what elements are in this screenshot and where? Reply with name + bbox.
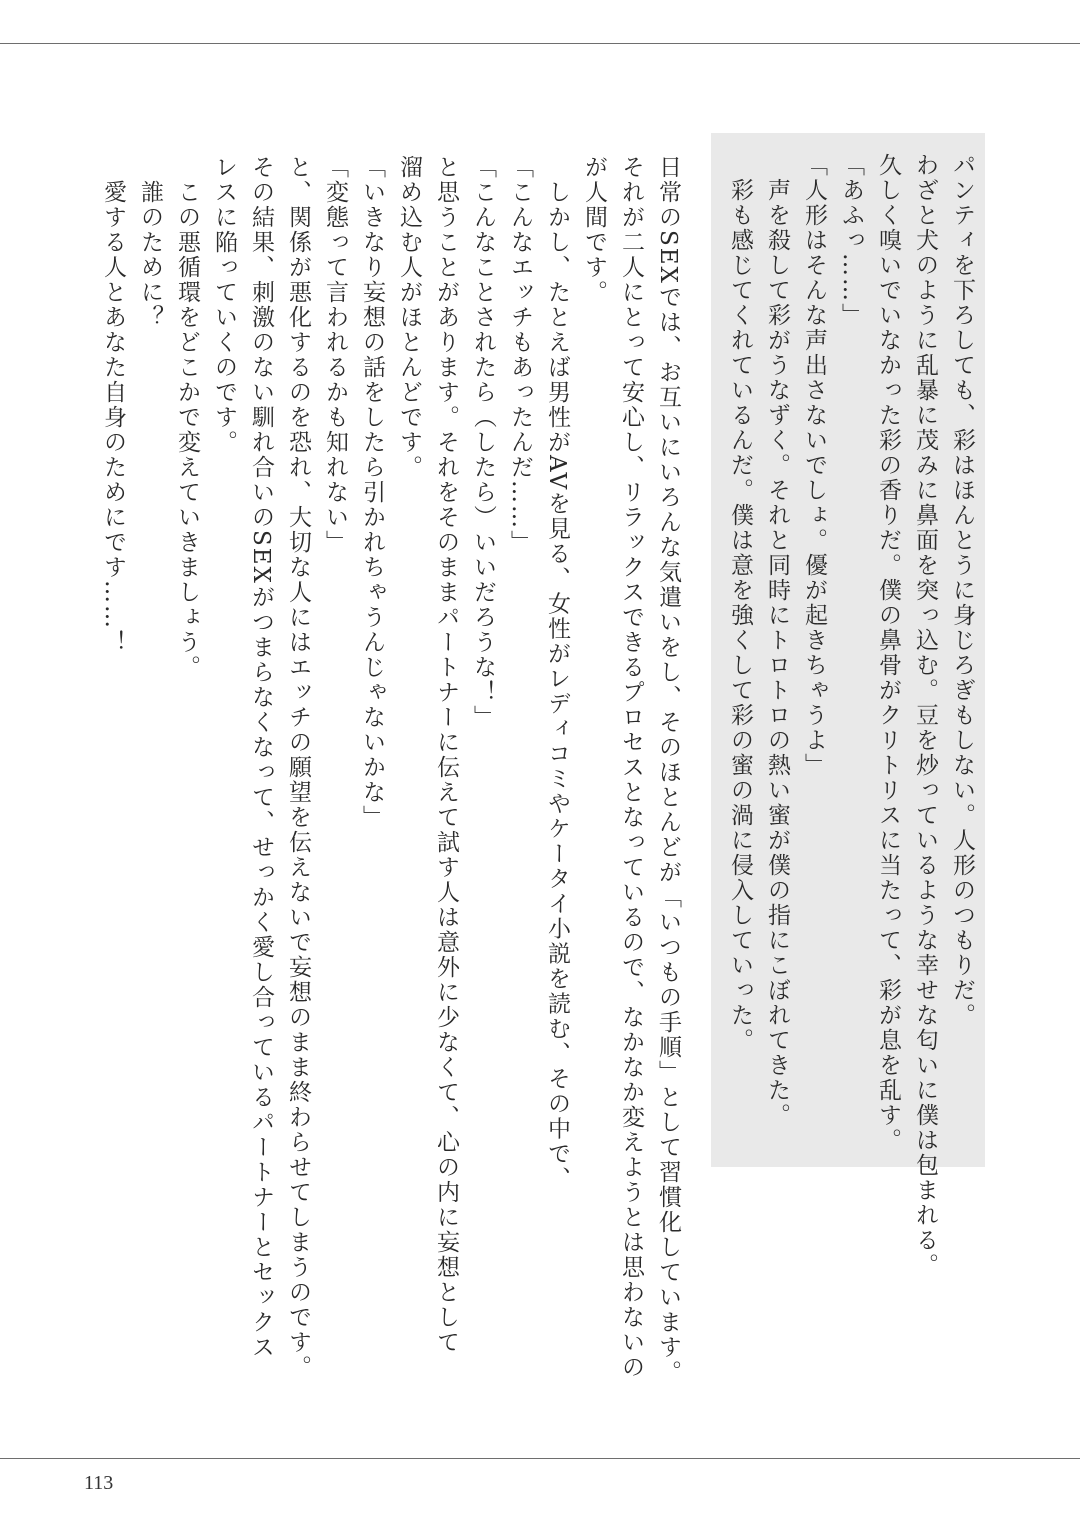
- body-line: それが二人にとって安心し、リラックスできるプロセスとなっているので、なかなか変えようとは思わないの: [618, 155, 644, 1380]
- body-line: が人間です。: [581, 155, 607, 305]
- page-number: 113: [84, 1472, 114, 1494]
- passage-line: 彩も感じてくれているんだ。僕は意を強くして彩の蜜の渦に侵入していった。: [727, 153, 753, 1053]
- body-line: 「こんなエッチもあったんだ……」: [507, 155, 533, 555]
- body-line: この悪循環をどこかで変えていきましょう。: [174, 155, 200, 680]
- passage-line: 「人形はそんな声出さないでしょ。優が起きちゃうよ」: [801, 153, 827, 778]
- body-line: その結果、刺激のない馴れ合いのSEXがつまらなくなって、せっかく愛し合っているパートナーとセックス: [248, 155, 274, 1360]
- body-line: 溜め込む人がほとんどです。: [396, 155, 422, 480]
- body-line: 「こんなことされたら（したら）いいだろうな！」: [470, 155, 496, 730]
- passage-line: 久しく嗅いでいなかった彩の香りだ。僕の鼻骨がクリトリスに当たって、彩が息を乱す。: [875, 153, 901, 1153]
- header-rule: [0, 43, 1080, 44]
- body-line: 「いきなり妄想の話をしたら引かれちゃうんじゃないかな」: [359, 155, 385, 830]
- body-text: [0, 155, 1080, 1475]
- body-line: 日常のSEXでは、お互いにいろんな気遣いをし、そのほとんどが「いつもの手順」として習慣化しています。: [655, 155, 681, 1385]
- body-line: 愛する人とあなた自身のためにです……！: [100, 155, 126, 655]
- body-line: と、関係が悪化するのを恐れ、大切な人にはエッチの願望を伝えないで妄想のまま終わらせてしまうのです。: [285, 155, 311, 1380]
- passage-line: 「あふっ……」: [838, 153, 864, 328]
- passage-line: わざと犬のように乱暴に茂みに鼻面を突っ込む。豆を炒っているような幸せな匂いに僕は包まれる。: [912, 153, 938, 1278]
- body-line: 誰のために？: [137, 155, 163, 330]
- body-line: と思うことがあります。それをそのままパートナーに伝えて試す人は意外に少なくて、心の内に妄想として: [433, 155, 459, 1355]
- footer-rule: [0, 1458, 1080, 1459]
- body-line: しかし、たとえば男性がAVを見る、女性がレディコミやケータイ小説を読む、その中で、: [544, 155, 570, 1192]
- passage-line: パンティを下ろしても、彩はほんとうに身じろぎもしない。人形のつもりだ。: [949, 153, 975, 1028]
- body-line: 「変態って言われるかも知れない」: [322, 155, 348, 555]
- passage-line: 声を殺して彩がうなずく。それと同時にトロトロの熱い蜜が僕の指にこぼれてきた。: [764, 153, 790, 1128]
- body-line: レスに陥っていくのです。: [211, 155, 237, 455]
